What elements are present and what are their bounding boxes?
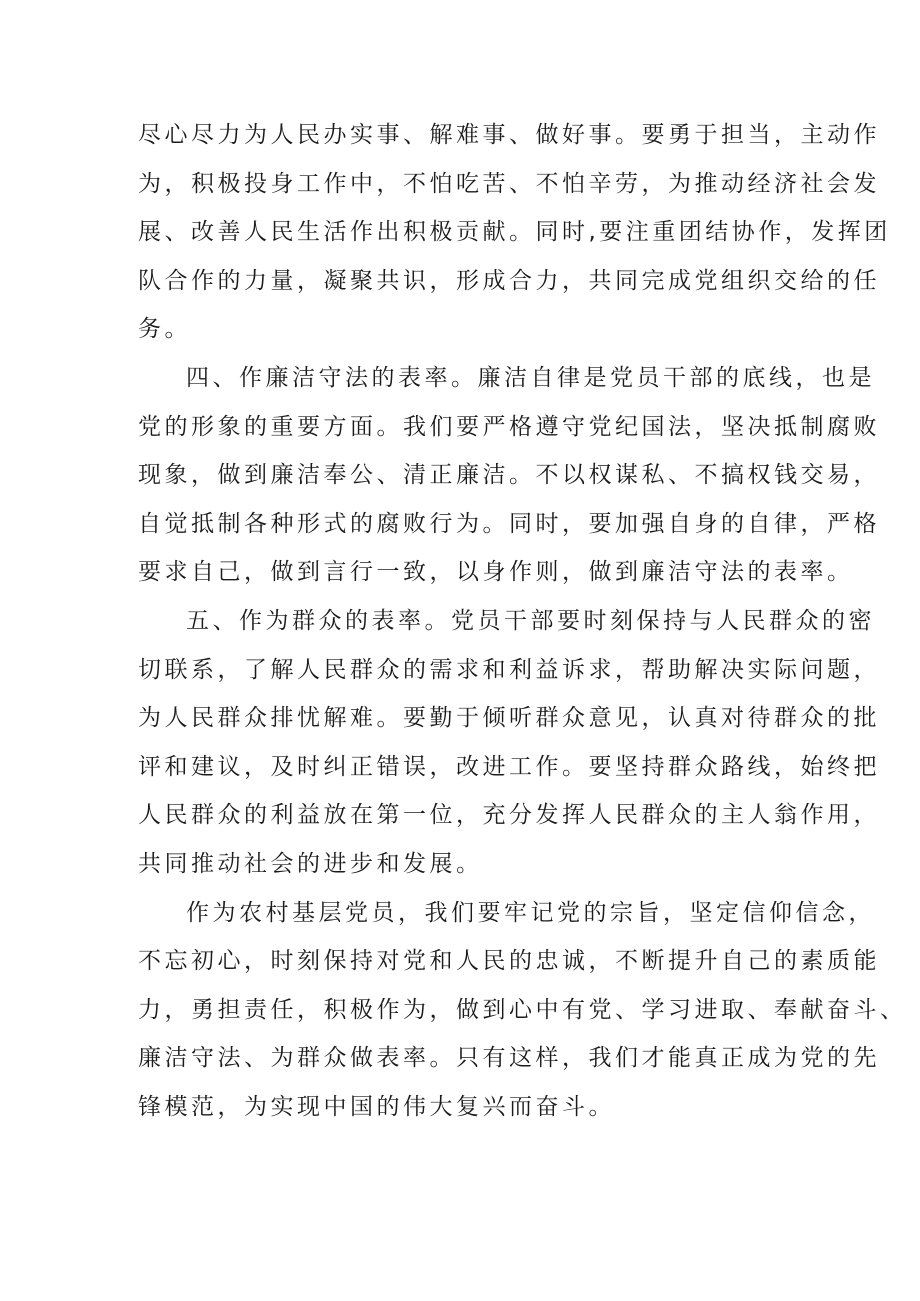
paragraph-continued [138, 111, 891, 354]
text-line: 五、作为群众的表率。党员干部要时刻保持与人民群众的密 [186, 607, 875, 634]
text-line: 展、改善人民生活作出积极贡献。同时,要注重团结协作，发挥团 [138, 219, 891, 246]
document-body [138, 111, 907, 1131]
paragraph-conclusion [138, 889, 907, 1132]
text-line: 队合作的力量，凝聚共识，形成合力，共同完成党组织交给的任 [138, 267, 880, 294]
text-line: 力，勇担责任，积极作为，做到心中有党、学习进取、奉献奋斗、 [138, 996, 907, 1023]
paragraph-section-four [138, 354, 880, 597]
text-line: 人民群众的利益放在第一位，充分发挥人民群众的主人翁作用， [138, 802, 880, 829]
text-line: 尽心尽力为人民办实事、解难事、做好事。要勇于担当，主动作 [138, 122, 880, 148]
text-line: 不忘初心，时刻保持对党和人民的忠诚，不断提升自己的素质能 [138, 948, 880, 975]
text-line: 作为农村基层党员，我们要牢记党的宗旨，坚定信仰信念， [186, 899, 875, 926]
text-line: 自觉抵制各种形式的腐败行为。同时，要加强自身的自律，严格 [138, 510, 880, 537]
text-line: 共同推动社会的进步和发展。 [138, 850, 483, 877]
text-line: 评和建议，及时纠正错误，改进工作。要坚持群众路线，始终把 [138, 753, 880, 780]
paragraph-section-five [138, 597, 880, 889]
text-line: 锋模范，为实现中国的伟大复兴而奋斗。 [138, 1093, 615, 1120]
text-line: 党的形象的重要方面。我们要严格遵守党纪国法，坚决抵制腐败 [138, 413, 880, 440]
text-line: 要求自己，做到言行一致，以身作则，做到廉洁守法的表率。 [138, 559, 854, 586]
text-line: 廉洁守法、为群众做表率。只有这样，我们才能真正成为党的先 [138, 1045, 880, 1072]
text-line: 切联系，了解人民群众的需求和利益诉求，帮助解决实际问题， [138, 656, 880, 683]
text-line: 务。 [138, 316, 191, 343]
text-line: 为人民群众排忧解难。要勤于倾听群众意见，认真对待群众的批 [138, 705, 880, 732]
text-line: 四、作廉洁守法的表率。廉洁自律是党员干部的底线，也是 [186, 364, 875, 391]
text-line: 为，积极投身工作中，不怕吃苦、不怕辛劳，为推动经济社会发 [138, 170, 880, 197]
text-line: 现象，做到廉洁奉公、清正廉洁。不以权谋私、不搞权钱交易， [138, 462, 880, 489]
